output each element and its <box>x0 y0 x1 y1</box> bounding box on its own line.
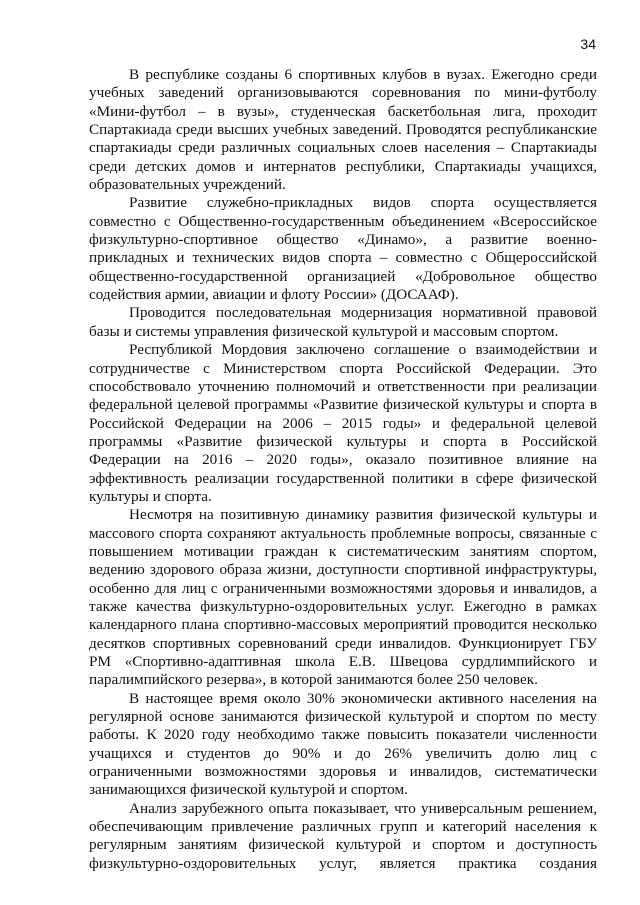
paragraph-sports-clubs: В республике созданы 6 спортивных клубов в вузах. Ежегодно среди учебных заведений организовываются соревнования по мини-футболу «Мини-футбол – в вузы», студенческая баскетбольная лига, проходит Спартакиада среди высших учебных заведений. Проводятся республиканские спартакиады среди различных социальных слоев населения – Спартакиады среди детских домов и интернатов республики, Спартакиады учащихся, образовательных учреждений. <box>89 66 597 194</box>
paragraph-problems: Несмотря на позитивную динамику развития физической культуры и массового спорта сохраняют актуальность проблемные вопросы, связанные с повышением мотивации граждан к систематическим занятиям спортом, ведению здорового образа жизни, доступности спортивной инфраструктуры, особенно для лиц с ограниченными возможностями здоровья и инвалидов, а также качества физкультурно-оздоровительных услуг. Ежегодно в рамках календарного плана спортивно-массовых мероприятий проводится несколько десятков спортивных соревнований среди инвалидов. Функционирует ГБУ РМ «Спортивно-адаптивная школа Е.В. Швецова сурдлимпийского и паралимпийского резерва», в которой занимаются более 250 человек. <box>89 506 597 689</box>
document-body <box>89 66 597 873</box>
paragraph-applied-sports: Развитие служебно-прикладных видов спорта осуществляется совместно с Общественно-государственным объединением «Всероссийское физкультурно-спортивное общество «Динамо», а развитие военно-прикладных и технических видов спорта – совместно с Общероссийской общественно-государственной организацией «Добровольное общество содействия армии, авиации и флоту России» (ДОСААФ). <box>89 194 597 304</box>
paragraph-foreign-experience: Анализ зарубежного опыта показывает, что универсальным решением, обеспечивающим привлечение различных групп и категорий населения к регулярным занятиям физической культурой и спортом и доступность физкультурно-оздоровительных услуг, является практика создания <box>89 799 597 872</box>
paragraph-modernization: Проводится последовательная модернизация нормативной правовой базы и системы управления физической культурой и массовым спортом. <box>89 304 597 340</box>
paragraph-agreement: Республикой Мордовия заключено соглашение о взаимодействии и сотрудничестве с Министерством спорта Российской Федерации. Это способствовало уточнению полномочий и ответственности при реализации федеральной целевой программы «Развитие физической культуры и спорта в Российской Федерации на 2006 – 2015 годы» и федеральной целевой программы «Развитие физической культуры и спорта в Российской Федерации на 2016 – 2020 годы», оказало позитивное влияние на эффективность реализации государственной политики в сфере физической культуры и спорта. <box>89 341 597 505</box>
paragraph-statistics: В настоящее время около 30% экономически активного населения на регулярной основе занимаются физической культурой и спортом по месту работы. К 2020 году необходимо также повысить показатели численности учащихся и студентов до 90% и до 26% увеличить долю лиц с ограниченными возможностями здоровья и инвалидов, систематически занимающихся физической культурой и спортом. <box>89 689 597 799</box>
page-number: 34 <box>580 36 596 52</box>
